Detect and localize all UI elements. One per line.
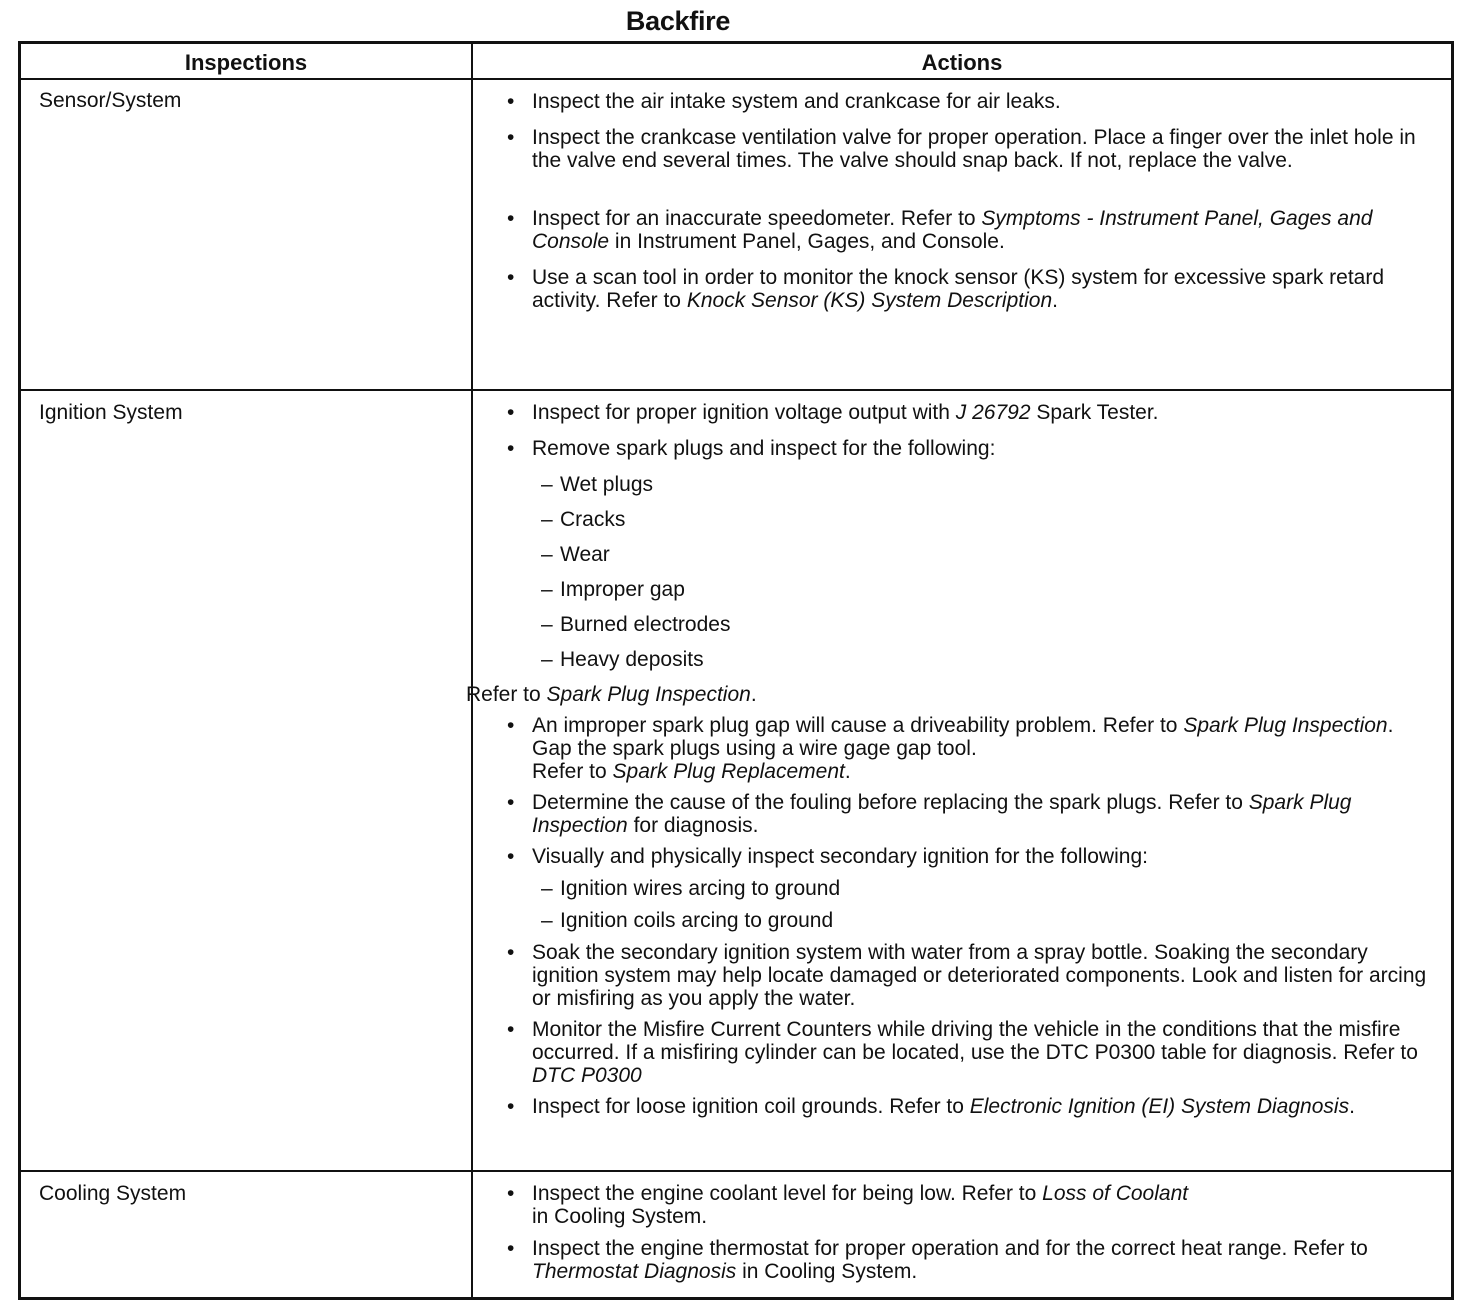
plain-reference: Refer to Spark Plug Inspection. [466,683,757,706]
inspection-cell: Sensor/System [39,89,182,112]
action-item: • Inspect for proper ignition voltage output with J 26792 Spark Tester. [507,401,1159,424]
dash-icon: – [541,613,553,636]
bullet-icon: • [507,791,515,814]
column-header-inspections: Inspections [184,50,308,75]
dash-icon: – [541,543,553,566]
backfire-table [18,41,1454,1300]
dash-icon: – [541,909,553,932]
actions-cell [466,401,1437,1118]
tool-reference: J 26792 [955,401,1031,424]
bullet-icon: • [507,401,515,424]
action-item: • Monitor the Misfire Current Counters while driving the vehicle in the conditions that the misfire occurred. If a misfiring cylinder can be located, use the DTC P0300 table for diagnosis. Refer to DTC P0300 [507,1018,1418,1087]
row-divider [21,389,1451,391]
bullet-icon: • [507,126,515,149]
action-item: • Inspect for loose ignition coil grounds. Refer to Electronic Ignition (EI) System Diagnosis. [507,1095,1355,1118]
action-item: • An improper spark plug gap will cause a driveability problem. Refer to Spark Plug Inspection. Gap the spark plugs using a wire gage gap tool. Refer to Spark Plug Replacement. [507,714,1394,783]
sub-item: – Wear [541,543,610,566]
dash-icon: – [541,508,553,531]
sub-item: – Heavy deposits [541,648,704,671]
dash-icon: – [541,578,553,601]
dash-icon: – [541,473,553,496]
sub-item: – Ignition wires arcing to ground [541,877,841,900]
header-divider [21,78,1451,80]
inspection-cell: Ignition System [39,401,183,424]
action-item: • Visually and physically inspect secondary ignition for the following: [507,845,1148,868]
sub-item: – Ignition coils arcing to ground [541,909,834,932]
column-divider [471,44,473,1297]
bullet-icon: • [507,207,515,230]
bullet-icon: • [507,845,515,868]
bullet-icon: • [507,1182,515,1205]
reference-link[interactable]: Spark Plug Inspection [532,791,1352,837]
action-item: • Inspect the air intake system and crankcase for air leaks. [507,90,1061,113]
reference-link[interactable]: DTC P0300 [532,1064,642,1087]
action-item: • Soak the secondary ignition system with water from a spray bottle. Soaking the secondary ignition system may help locate damaged or deteriorated components. Look and listen for arcing or misfiring as you apply the water. [507,941,1427,1010]
reference-link[interactable]: Loss of Coolant [1042,1182,1189,1205]
page-title: Backfire [625,6,731,36]
bullet-icon: • [507,714,515,737]
action-item: • Inspect the crankcase ventilation valve for proper operation. Place a finger over the inlet hole in the valve end several times. The valve should snap back. If not, replace the valve. [507,126,1416,172]
reference-link[interactable]: Spark Plug Inspection [1183,714,1388,737]
sub-item: – Burned electrodes [541,613,731,636]
dash-icon: – [541,877,553,900]
reference-link[interactable]: Electronic Ignition (EI) System Diagnosis [969,1095,1350,1118]
reference-link[interactable]: Spark Plug Replacement [612,760,845,783]
sub-item: – Wet plugs [541,473,653,496]
reference-link[interactable]: Symptoms - Instrument Panel, Gages and Console [532,207,1373,253]
bullet-icon: • [507,90,515,113]
bullet-icon: • [507,1095,515,1118]
sub-item: – Cracks [541,508,626,531]
action-item: • Inspect for an inaccurate speedometer. Refer to Symptoms - Instrument Panel, Gages and Console in Instrument Panel, Gages, and Console. [507,207,1373,253]
row-divider [21,1170,1451,1172]
action-item: • Inspect the engine thermostat for proper operation and for the correct heat range. Refer to Thermostat Diagnosis in Cooling System. [507,1237,1368,1283]
action-item: • Inspect the engine coolant level for being low. Refer to Loss of Coolant in Cooling System. [507,1182,1189,1228]
action-item: • Remove spark plugs and inspect for the following: [507,437,996,460]
inspection-cell: Cooling System [39,1182,187,1205]
action-item: • Determine the cause of the fouling before replacing the spark plugs. Refer to Spark Plug Inspection for diagnosis. [507,791,1352,837]
bullet-icon: • [507,941,515,964]
action-item: • Use a scan tool in order to monitor the knock sensor (KS) system for excessive spark retard activity. Refer to Knock Sensor (KS) System Description. [507,266,1385,312]
reference-link[interactable]: Knock Sensor (KS) System Description [686,289,1053,312]
bullet-icon: • [507,266,515,289]
column-header-actions: Actions [921,50,1003,75]
reference-link[interactable]: Thermostat Diagnosis [532,1260,737,1283]
dash-icon: – [541,648,553,671]
bullet-icon: • [507,437,515,460]
sub-item: – Improper gap [541,578,685,601]
actions-cell [483,90,1437,312]
reference-link[interactable]: Spark Plug Inspection [546,683,751,706]
actions-cell [483,1182,1437,1283]
bullet-icon: • [507,1237,515,1260]
bullet-icon: • [507,1018,515,1041]
